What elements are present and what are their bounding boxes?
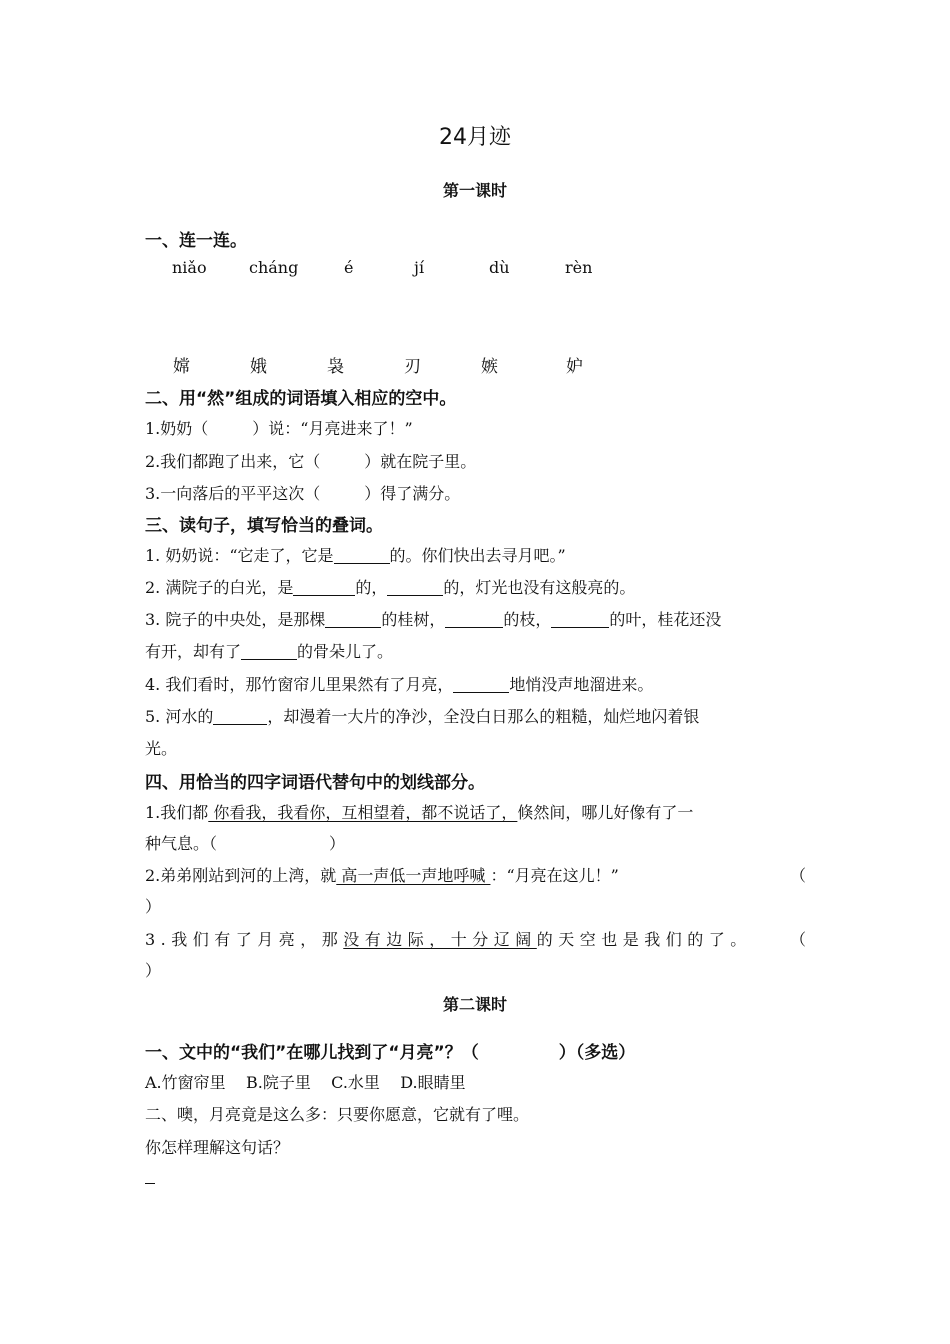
fill-blank[interactable]	[387, 579, 443, 596]
fill-blank[interactable]	[334, 547, 390, 564]
l2-q2-prompt: 你怎样理解这句话？	[145, 1138, 290, 1157]
fill-blank[interactable]	[241, 643, 297, 660]
answer-close: ）	[145, 897, 162, 916]
char-item: 妒	[566, 357, 583, 377]
pinyin-item: é	[344, 258, 354, 277]
char-item: 娥	[250, 357, 267, 377]
l2-q1-heading: 一、文中的“我们”在哪儿找到了“月亮”？（ ）（多选）	[145, 1043, 636, 1063]
char-item: 嫉	[481, 357, 498, 377]
fill-blank[interactable]	[445, 611, 503, 628]
q3-sentence: 3. 院子的中央处，是那棵 的桂树， 的枝， 的叶，桂花还没	[145, 610, 722, 629]
underlined-phrase: 高一声低一声地呼喊	[336, 866, 491, 885]
char-item: 嫦	[173, 357, 190, 377]
answer-line[interactable]	[145, 1183, 155, 1184]
pinyin-item: jí	[414, 258, 425, 277]
pinyin-item: cháng	[249, 258, 299, 277]
q3-sentence: 5. 河水的 ，却漫着一大片的净沙，全没白日那么的粗糙，灿烂地闪着银	[145, 707, 700, 726]
underlined-phrase: 你看我，我看你，互相望着，都不说话了，	[208, 803, 518, 822]
q3-sentence-cont: 有开，却有了 的骨朵儿了。	[145, 642, 394, 661]
fill-blank[interactable]	[551, 611, 609, 628]
q4-sentence: 1.我们都 你看我，我看你，互相望着，都不说话了，倏然间，哪儿好像有了一	[145, 803, 694, 822]
q1-heading: 一、连一连。	[145, 231, 247, 251]
l2-q1-options: A.竹窗帘里 B.院子里 C.水里 D.眼睛里	[145, 1073, 466, 1092]
q4-sentence: 3.我们有了月亮，那没有边际，十分辽阔的天空也是我们的了。	[145, 930, 752, 949]
q3-sentence: 1. 奶奶说：“它走了，它是 的。你们快出去寻月吧。”	[145, 546, 566, 565]
fill-blank[interactable]	[325, 611, 381, 628]
underlined-phrase: 没有边际，十分辽阔	[343, 930, 537, 949]
char-item: 袅	[327, 357, 344, 377]
page-title: 24月迹	[439, 125, 511, 150]
q3-heading: 三、读句子，填写恰当的叠词。	[145, 516, 383, 536]
q2-item: 3.一向落后的平平这次（ ）得了满分。	[145, 484, 461, 503]
pinyin-item: niǎo	[172, 258, 207, 277]
fill-blank[interactable]	[293, 579, 355, 596]
q4-sentence-cont: 种气息。（ ）	[145, 834, 346, 853]
pinyin-item: rèn	[565, 258, 593, 277]
fill-blank[interactable]	[453, 676, 509, 693]
pinyin-item: dù	[489, 258, 510, 277]
q2-item: 2.我们都跑了出来，它（ ）就在院子里。	[145, 452, 477, 471]
q4-sentence: 2.弟弟刚站到河的上湾，就 高一声低一声地呼喊 ：“月亮在这儿！”	[145, 866, 619, 885]
lesson1-heading: 第一课时	[442, 181, 507, 200]
q4-heading: 四、用恰当的四字词语代替句中的划线部分。	[145, 773, 485, 793]
lesson2-heading: 第二课时	[442, 995, 507, 1014]
answer-close: ）	[145, 961, 162, 980]
q3-sentence-cont: 光。	[145, 739, 178, 758]
q2-item: 1.奶奶（ ）说：“月亮进来了！”	[145, 419, 413, 438]
q3-sentence: 2. 满院子的白光，是 的， 的，灯光也没有这般亮的。	[145, 578, 636, 597]
answer-open[interactable]: （	[790, 930, 807, 949]
l2-q2-heading: 二、噢，月亮竟是这么多：只要你愿意，它就有了哩。	[145, 1105, 530, 1124]
q3-sentence: 4. 我们看时，那竹窗帘儿里果然有了月亮， 地悄没声地溜进来。	[145, 675, 654, 694]
fill-blank[interactable]	[213, 708, 267, 725]
answer-open[interactable]: （	[790, 866, 807, 885]
char-item: 刃	[404, 357, 421, 377]
q2-heading: 二、用“然”组成的词语填入相应的空中。	[145, 389, 457, 409]
